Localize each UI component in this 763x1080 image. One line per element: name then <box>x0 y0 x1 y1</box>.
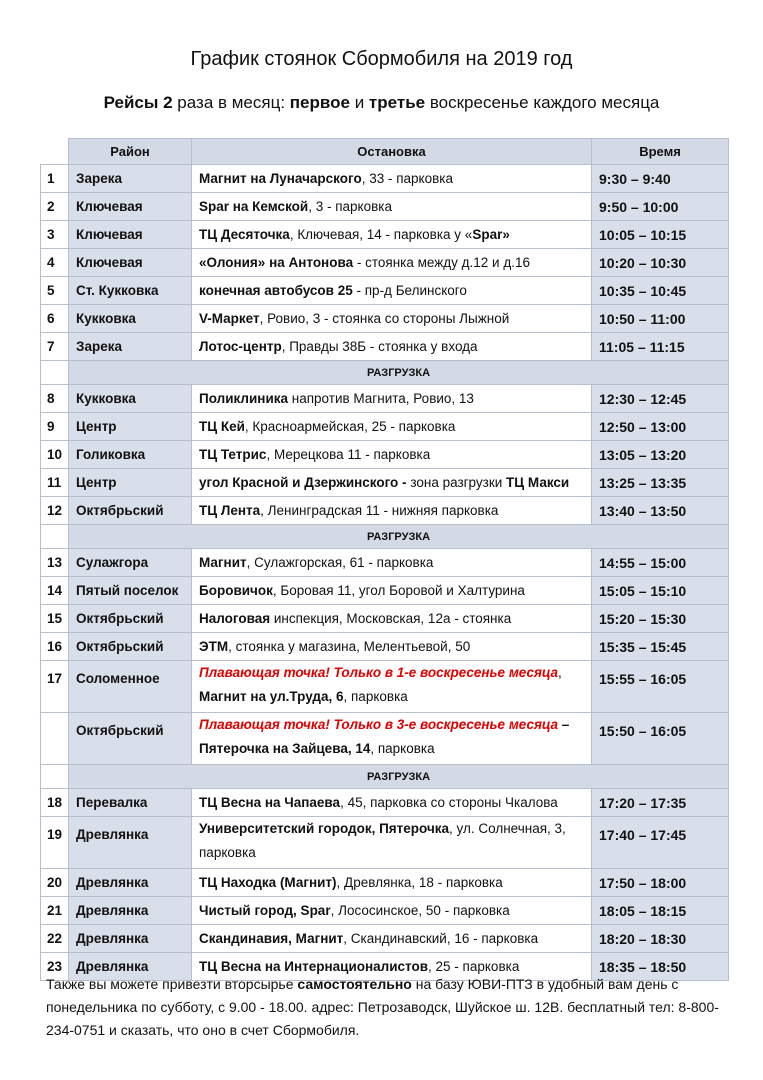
row-time: 15:05 – 15:10 <box>592 577 729 605</box>
header-time: Время <box>592 139 729 165</box>
row-number: 1 <box>41 165 69 193</box>
table-row <box>41 817 729 869</box>
stop-detail: инспекция, Московская, 12а - стоянка <box>270 611 512 626</box>
row-stop <box>192 817 592 869</box>
row-district: Перевалка <box>69 789 192 817</box>
table-row <box>41 869 729 897</box>
stop-detail: , Ровио, 3 - стоянка со стороны Лыжной <box>259 311 510 326</box>
subtitle-text: раза в месяц: <box>172 93 290 112</box>
stop-detail: , Боровая 11, угол Боровой и Халтурина <box>272 583 525 598</box>
row-number: 16 <box>41 633 69 661</box>
row-number: 17 <box>41 661 69 713</box>
table-row <box>41 789 729 817</box>
row-time: 15:55 – 16:05 <box>592 661 729 713</box>
row-stop <box>192 925 592 953</box>
row-number: 10 <box>41 441 69 469</box>
row-time: 15:50 – 16:05 <box>592 713 729 765</box>
table-row <box>41 413 729 441</box>
row-stop <box>192 277 592 305</box>
row-time: 12:50 – 13:00 <box>592 413 729 441</box>
subtitle-first: первое <box>289 93 350 112</box>
row-number: 6 <box>41 305 69 333</box>
row-number: 18 <box>41 789 69 817</box>
row-district: Зарека <box>69 333 192 361</box>
row-number: 15 <box>41 605 69 633</box>
stop-detail: , 33 - парковка <box>361 171 453 186</box>
unload-label: РАЗГРУЗКА <box>69 525 729 549</box>
stop-name: V-Маркет <box>199 311 260 326</box>
row-stop <box>192 789 592 817</box>
subtitle-and: и <box>349 93 369 112</box>
row-stop <box>192 497 592 525</box>
stop-name: Поликлиника <box>199 391 289 406</box>
row-district: Октябрьский <box>69 497 192 525</box>
row-number: 14 <box>41 577 69 605</box>
subtitle-trips: Рейсы 2 <box>103 93 173 112</box>
row-number: 5 <box>41 277 69 305</box>
row-time: 13:05 – 13:20 <box>592 441 729 469</box>
stop-detail: зона разгрузки <box>406 475 507 490</box>
schedule-table <box>40 138 729 981</box>
stop-name: Скандинавия, Магнит <box>199 931 344 946</box>
stop-detail: - пр-д Белинского <box>352 283 467 298</box>
row-time: 17:50 – 18:00 <box>592 869 729 897</box>
row-time: 17:20 – 17:35 <box>592 789 729 817</box>
row-stop <box>192 897 592 925</box>
stop-detail: - стоянка между д.12 и д.16 <box>353 255 530 270</box>
table-row <box>41 925 729 953</box>
stop-detail: , Мерецкова 11 - парковка <box>266 447 431 462</box>
stop-name: Пятерочка на Зайцева, 14 <box>199 741 371 756</box>
table-row <box>41 333 729 361</box>
stop-name: Spar на Кемской <box>199 199 309 214</box>
row-number: 11 <box>41 469 69 497</box>
row-number: 8 <box>41 385 69 413</box>
row-stop <box>192 549 592 577</box>
row-district: Древлянка <box>69 869 192 897</box>
row-stop <box>192 441 592 469</box>
page-title: График стоянок Сбормобиля на 2019 год <box>190 48 573 70</box>
row-time: 10:50 – 11:00 <box>592 305 729 333</box>
stop-detail: , Скандинавский, 16 - парковка <box>343 931 539 946</box>
row-district: Пятый поселок <box>69 577 192 605</box>
table-row <box>41 193 729 221</box>
row-stop <box>192 221 592 249</box>
unload-label: РАЗГРУЗКА <box>69 765 729 789</box>
unload-blank-cell <box>41 525 69 549</box>
row-stop <box>192 869 592 897</box>
table-row <box>41 605 729 633</box>
stop-detail: , 45, парковка со стороны Чкалова <box>340 795 558 810</box>
stop-name: ТЦ Тетрис <box>199 447 267 462</box>
footer-note <box>46 973 736 1042</box>
row-number: 13 <box>41 549 69 577</box>
stop-name: ТЦ Лента <box>199 503 261 518</box>
stop-name: ТЦ Весна на Интернационалистов <box>199 959 429 974</box>
unload-row <box>41 361 729 385</box>
row-district: Ключевая <box>69 193 192 221</box>
row-number: 9 <box>41 413 69 441</box>
row-district: Ключевая <box>69 249 192 277</box>
stop-detail: , 3 - парковка <box>308 199 392 214</box>
footer-emphasis: самостоятельно <box>297 976 412 992</box>
row-time: 10:35 – 10:45 <box>592 277 729 305</box>
row-stop <box>192 413 592 441</box>
stop-detail: , парковка <box>370 741 435 756</box>
stop-detail: , Древлянка, 18 - парковка <box>336 875 503 890</box>
table-row <box>41 277 729 305</box>
row-stop <box>192 333 592 361</box>
unload-row <box>41 765 729 789</box>
stop-detail: , ул. Солнечная, 3, <box>449 821 566 836</box>
stop-name: ТЦ Десяточка <box>199 227 290 242</box>
header-stop: Остановка <box>192 139 592 165</box>
stop-name: ТЦ Кей <box>199 419 245 434</box>
row-time: 12:30 – 12:45 <box>592 385 729 413</box>
row-district: Кукковка <box>69 305 192 333</box>
table-row <box>41 549 729 577</box>
row-district: Ключевая <box>69 221 192 249</box>
stop-detail-line2: парковка <box>199 845 256 860</box>
stop-name: угол Красной и Дзержинского - <box>199 475 407 490</box>
stop-name-secondary: Spar» <box>472 227 510 242</box>
stop-name: Университетский городок, Пятерочка <box>199 821 450 836</box>
row-number: 21 <box>41 897 69 925</box>
stop-name: ТЦ Находка (Магнит) <box>199 875 337 890</box>
table-row <box>41 305 729 333</box>
row-stop <box>192 165 592 193</box>
footer-text-start: Также вы можете привезти вторсырье <box>46 976 298 992</box>
row-number: 20 <box>41 869 69 897</box>
row-time: 17:40 – 17:45 <box>592 817 729 869</box>
row-district: Сулажгора <box>69 549 192 577</box>
stop-detail: , Ленинградская 11 - нижняя парковка <box>260 503 499 518</box>
stop-detail: , Сулажгорская, 61 - парковка <box>246 555 434 570</box>
table-row <box>41 577 729 605</box>
row-time: 11:05 – 11:15 <box>592 333 729 361</box>
stop-detail: , Лососинское, 50 - парковка <box>330 903 510 918</box>
stop-name: Боровичок <box>199 583 273 598</box>
unload-blank-cell <box>41 765 69 789</box>
row-time: 18:35 – 18:50 <box>592 953 729 981</box>
stop-detail: , Красноармейская, 25 - парковка <box>244 419 456 434</box>
unload-label: РАЗГРУЗКА <box>69 361 729 385</box>
table-row <box>41 249 729 277</box>
row-number: 4 <box>41 249 69 277</box>
subtitle-third: третье <box>368 93 426 112</box>
table-row <box>41 633 729 661</box>
stop-name: Налоговая <box>199 611 271 626</box>
unload-row <box>41 525 729 549</box>
header-district: Район <box>69 139 192 165</box>
row-number: 23 <box>41 953 69 981</box>
row-stop <box>192 469 592 497</box>
table-row <box>41 713 729 765</box>
row-district: Древлянка <box>69 953 192 981</box>
floating-point-punct: – <box>557 717 570 732</box>
unload-blank-cell <box>41 361 69 385</box>
row-district: Древлянка <box>69 897 192 925</box>
stop-name: ТЦ Весна на Чапаева <box>199 795 341 810</box>
stop-name: Магнит <box>199 555 247 570</box>
row-time: 18:05 – 18:15 <box>592 897 729 925</box>
stop-name: Магнит на Луначарского <box>199 171 362 186</box>
row-district: Голиковка <box>69 441 192 469</box>
row-district: Октябрьский <box>69 633 192 661</box>
row-district: Ст. Кукковка <box>69 277 192 305</box>
row-district: Центр <box>69 469 192 497</box>
table-row <box>41 497 729 525</box>
subtitle-end: воскресенье каждого месяца <box>425 93 660 112</box>
row-district: Кукковка <box>69 385 192 413</box>
stop-detail: напротив Магнита, Ровио, 13 <box>288 391 474 406</box>
table-row <box>41 165 729 193</box>
stop-name: «Олония» на Антонова <box>199 255 354 270</box>
stop-name: Чистый город, Spar <box>199 903 331 918</box>
floating-point-punct: , <box>557 665 562 680</box>
stop-detail: , Правды 38Б - стоянка у входа <box>281 339 478 354</box>
row-district: Октябрьский <box>69 605 192 633</box>
stop-name-secondary: ТЦ Макси <box>506 475 570 490</box>
row-stop <box>192 661 592 713</box>
stop-detail: , парковка <box>343 689 408 704</box>
row-stop <box>192 249 592 277</box>
stop-name: ЭТМ <box>199 639 229 654</box>
row-time: 10:20 – 10:30 <box>592 249 729 277</box>
row-number: 7 <box>41 333 69 361</box>
row-time: 10:05 – 10:15 <box>592 221 729 249</box>
row-time: 9:30 – 9:40 <box>592 165 729 193</box>
table-row <box>41 221 729 249</box>
row-number <box>41 713 69 765</box>
row-district: Древлянка <box>69 817 192 869</box>
row-time: 13:40 – 13:50 <box>592 497 729 525</box>
row-district: Октябрьский <box>69 713 192 765</box>
row-stop <box>192 713 592 765</box>
header-blank-cell <box>41 139 69 165</box>
row-time: 15:20 – 15:30 <box>592 605 729 633</box>
stop-name: конечная автобусов 25 <box>199 283 353 298</box>
table-row <box>41 441 729 469</box>
row-district: Зарека <box>69 165 192 193</box>
floating-point-note: Плавающая точка! Только в 1-е воскресенье месяца <box>199 665 558 680</box>
stop-name: Магнит на ул.Труда, 6 <box>199 689 344 704</box>
footer-text-end: на базу ЮВИ-ПТЗ в удобный вам день с понедельника по субботу, с 9.00 - 18.00. адрес: Петрозаводск, Шуйское ш. 12В. бесплатный тел: 8-800-234-0751 и сказать, что оно в счет Сбормобиля. <box>46 976 719 1038</box>
row-stop <box>192 193 592 221</box>
stop-name: Лотос-центр <box>199 339 282 354</box>
row-stop <box>192 577 592 605</box>
stop-detail: , 25 - парковка <box>428 959 520 974</box>
table-row <box>41 385 729 413</box>
stop-detail: , Ключевая, 14 - парковка у « <box>289 227 473 242</box>
table-row <box>41 469 729 497</box>
row-stop <box>192 305 592 333</box>
table-header-row <box>41 139 729 165</box>
row-number: 12 <box>41 497 69 525</box>
row-time: 18:20 – 18:30 <box>592 925 729 953</box>
row-number: 2 <box>41 193 69 221</box>
row-number: 3 <box>41 221 69 249</box>
stop-detail: , стоянка у магазина, Мелентьевой, 50 <box>228 639 471 654</box>
row-stop <box>192 605 592 633</box>
row-time: 15:35 – 15:45 <box>592 633 729 661</box>
table-row <box>41 661 729 713</box>
row-stop <box>192 633 592 661</box>
row-district: Соломенное <box>69 661 192 713</box>
row-district: Древлянка <box>69 925 192 953</box>
table-row <box>41 897 729 925</box>
row-time: 9:50 – 10:00 <box>592 193 729 221</box>
row-number: 19 <box>41 817 69 869</box>
row-time: 13:25 – 13:35 <box>592 469 729 497</box>
row-stop <box>192 385 592 413</box>
row-number: 22 <box>41 925 69 953</box>
page-subtitle <box>0 93 763 113</box>
row-district: Центр <box>69 413 192 441</box>
floating-point-note: Плавающая точка! Только в 3-е воскресенье месяца <box>199 717 558 732</box>
row-time: 14:55 – 15:00 <box>592 549 729 577</box>
